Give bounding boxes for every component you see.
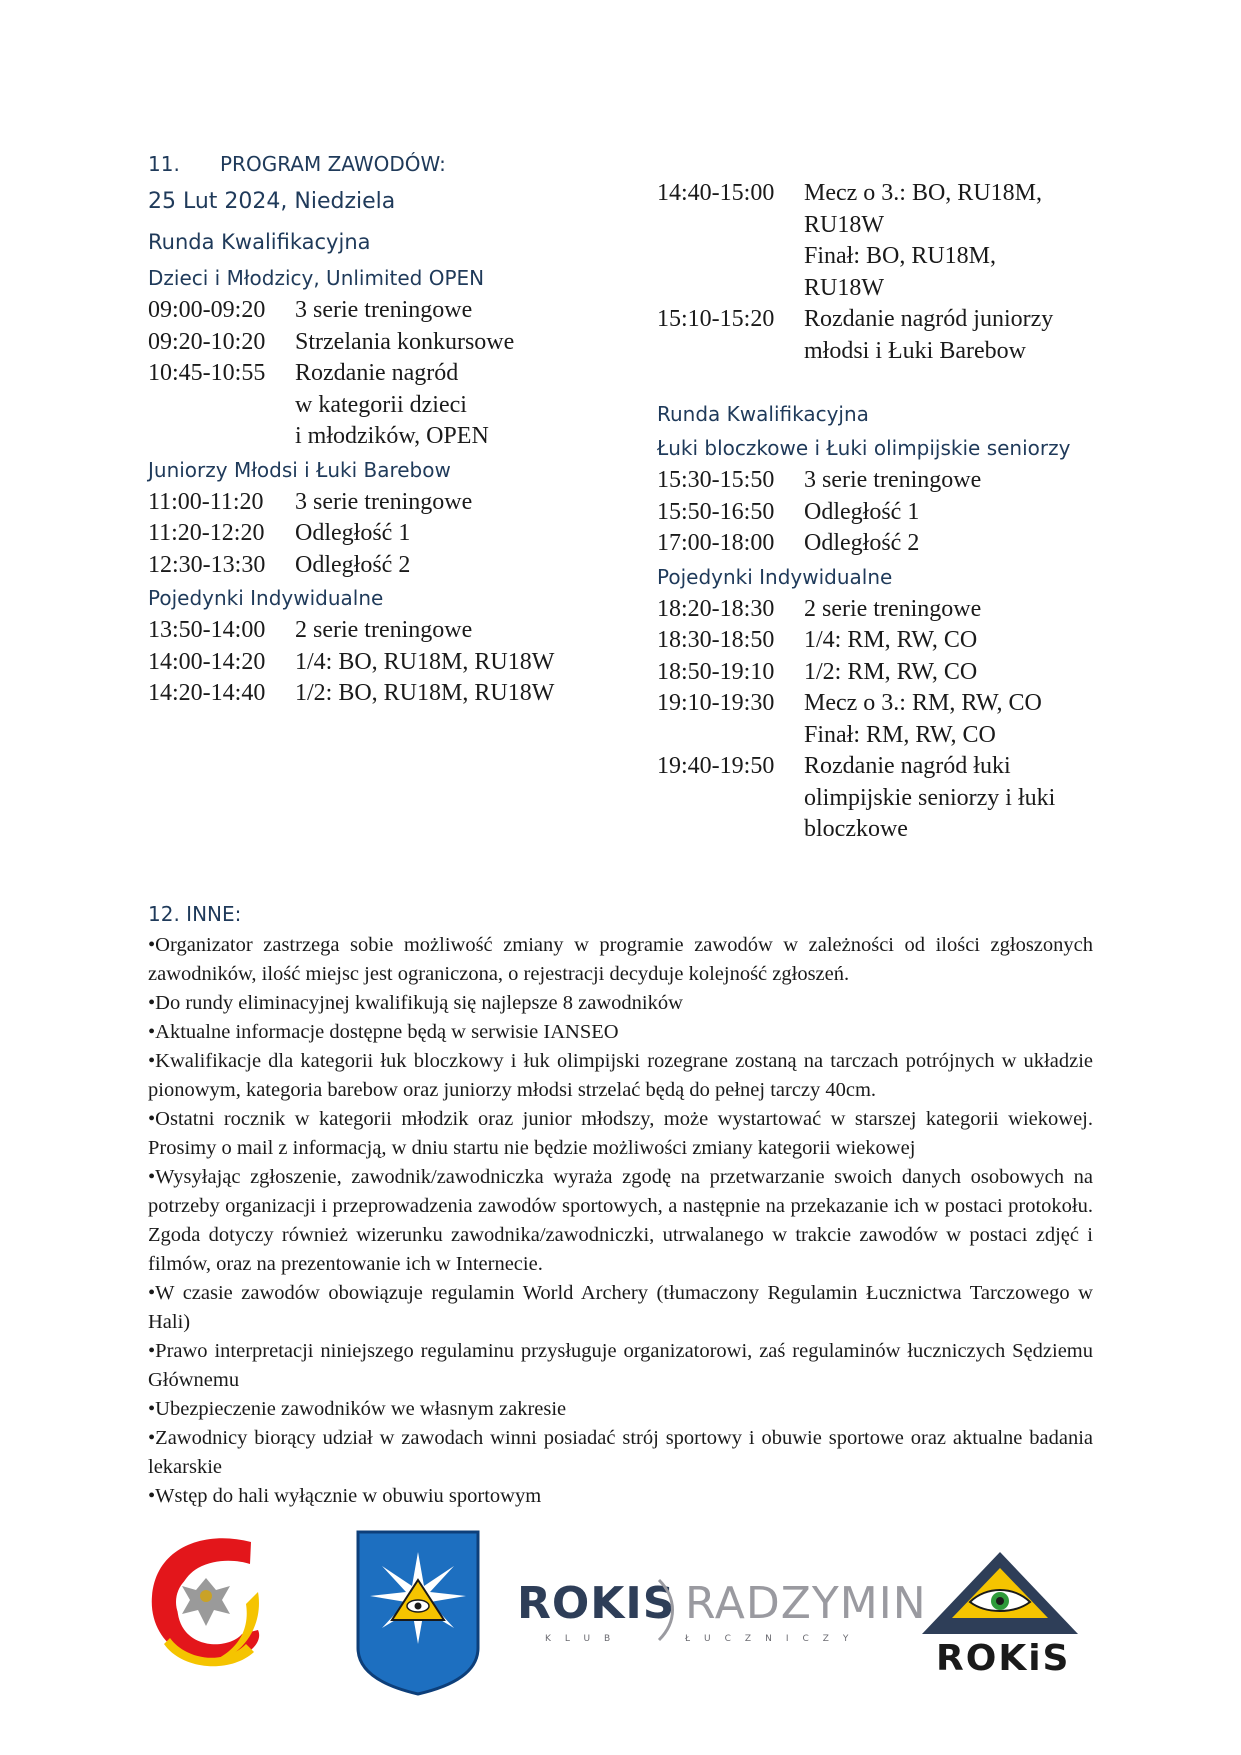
schedule-description-line: Rozdanie nagród juniorzy [804,306,1054,332]
schedule-description-line: Odległość 1 [804,498,920,525]
other-info-item: •W czasie zawodów obowiązuje regulamin World Archery (tłumaczony Regulamin Łucznictwa Tarczowego w Hali) [148,1282,1093,1333]
schedule-description [804,751,1097,846]
schedule-description [295,487,618,519]
section-title: PROGRAM ZAWODÓW: [220,152,446,176]
other-info-item: •Ubezpieczenie zawodników we własnym zakresie [148,1398,567,1420]
radzymin-word: RADZYMIN [685,1578,927,1629]
schedule-description-line: 3 serie treningowe [295,297,473,323]
other-info-item: •Wstęp do hali wyłącznie w obuwiu sportowym [148,1485,542,1507]
schedule-time: 18:30-18:50 [657,627,775,653]
rokis-word: ROKIS [517,1578,676,1629]
rokis-eye-logo [920,1550,1080,1680]
other-info-item: •Do rundy eliminacyjnej kwalifikują się najlepsze 8 zawodników [148,992,683,1014]
schedule-description-line: RU18W [804,211,884,238]
schedule-time: 14:20-14:40 [148,680,266,706]
round-heading: Runda Kwalifikacyjna [148,230,371,254]
schedule-time: 14:40-15:00 [657,180,775,206]
klub-word: KLUB [545,1634,625,1644]
other-info-title: 12. INNE: [148,902,242,926]
schedule-row [657,657,1097,689]
schedule-description-line: RU18W [804,274,884,301]
schedule-description [804,304,1097,367]
schedule-row [657,751,1097,846]
luczniczy-word: ŁUCZNICZY [685,1634,863,1644]
eye-triangle-icon [920,1550,1080,1640]
schedule-description-line: Odległość 2 [804,530,920,556]
schedule-time: 12:30-13:30 [148,551,266,578]
schedule-description [295,295,618,327]
schedule-description [295,358,618,453]
schedule-row [657,497,1097,529]
schedule-time: 13:50-14:00 [148,617,266,643]
schedule-description [295,647,618,679]
schedule-description [295,615,618,647]
schedule-description-line: Finał: RM, RW, CO [804,721,996,748]
group-heading: Juniorzy Młodsi i Łuki Barebow [148,457,451,482]
schedule-description-line: 3 serie treningowe [295,488,473,515]
schedule-description [804,625,1097,657]
schedule-row [657,178,1097,304]
schedule-description-line: bloczkowe [804,816,908,842]
radzymin-crest [354,1530,482,1696]
schedule-description-line: 1/4: RM, RW, CO [804,627,978,653]
schedule-time: 11:00-11:20 [148,488,264,515]
schedule-description-line: 1/2: RM, RW, CO [804,658,978,685]
schedule-row [657,688,1097,751]
schedule-time: 14:00-14:20 [148,648,266,675]
schedule-time: 18:50-19:10 [657,658,775,685]
schedule-description-line: Rozdanie nagród [295,360,459,386]
group-heading: Dzieci i Młodzicy, Unlimited OPEN [148,266,485,290]
schedule-row [148,487,618,519]
sponsor-logos [0,1530,1241,1700]
group-heading: Pojedynki Indywidualne [657,564,893,589]
rokis-eye-word: ROKiS [936,1638,1071,1679]
schedule-row [148,615,618,647]
schedule-description [804,688,1097,751]
other-info-item: •Prawo interpretacji niniejszego regulaminu przysługuje organizatorowi, zaś regulaminów łuczniczych Sędziemu Głównemu [148,1340,1093,1391]
schedule-row [148,518,618,550]
group-heading: Pojedynki Indywidualne [148,586,384,610]
schedule-row [148,550,618,582]
schedule-time: 10:45-10:55 [148,360,266,386]
group-heading: Łuki bloczkowe i Łuki olimpijskie seniorzy [657,436,1071,460]
rokis-radzymin-logo [517,1578,927,1648]
schedule-time: 19:10-19:30 [657,690,775,716]
schedule-description [804,465,1097,497]
schedule-time: 15:10-15:20 [657,306,775,332]
schedule-description-line: Strzelania konkursowe [295,328,515,355]
left-schedule-groups [148,261,618,710]
schedule-row [657,304,1097,367]
right-schedule-groups [657,431,1097,846]
schedule-description [295,327,618,359]
schedule-time: 18:20-18:30 [657,595,775,622]
schedule-description-line: Finał: BO, RU18M, [804,243,997,269]
schedule-row [657,625,1097,657]
schedule-description [804,528,1097,560]
schedule-description-line: Rozdanie nagród łuki [804,753,1011,779]
section-heading-program [148,147,618,181]
schedule-description [295,518,618,550]
schedule-row [148,295,618,327]
schedule-description-line: 2 serie treningowe [295,617,473,643]
other-info-item: •Ostatni rocznik w kategorii młodzik oraz junior młodszy, może wystartować w starszej kategorii wiekowej. Prosimy o mail z informacją, w dniu startu nie będzie możliwości zmiany kategorii wiekowej [148,1108,1093,1159]
schedule-time: 19:40-19:50 [657,753,775,779]
event-date: 25 Lut 2024, Niedziela [148,189,396,214]
other-info-item: •Kwalifikacje dla kategorii łuk bloczkowy i łuk olimpijski rozegrane zostaną na tarczach potrójnych w układzie pionowym, kategoria barebow oraz juniorzy młodsi strzelać będą do pełnej tarczy 40cm. [148,1050,1093,1101]
schedule-time: 11:20-12:20 [148,520,265,546]
other-info-list [148,931,1093,1511]
schedule-description-line: 1/2: BO, RU18M, RU18W [295,680,555,706]
schedule-description-line: w kategorii dzieci [295,391,467,418]
schedule-description [804,657,1097,689]
schedule-time: 17:00-18:00 [657,530,775,556]
schedule-description-line: i młodzików, OPEN [295,423,489,449]
schedule-row [657,594,1097,626]
section-number: 11. [148,152,180,176]
schedule-description-line: olimpijskie seniorzy i łuki [804,784,1056,811]
other-info-item: •Zawodnicy biorący udział w zawodach winni posiadać strój sportowy i obuwie sportowe oraz aktualne badania lekarskie [148,1427,1093,1478]
schedule-description [295,550,618,582]
other-info-item: •Organizator zastrzega sobie możliwość zmiany w programie zawodów w zależności od ilości zgłoszonych zawodników, ilość miejsc jest ograniczona, o rejestracji decyduje kolejność zgłoszeń. [148,934,1093,985]
schedule-row [148,678,618,710]
other-info-item: •Wysyłając zgłoszenie, zawodnik/zawodniczka wyraża zgodę na przetwarzanie swoich danych osobowych na potrzeby organizacji i przeprowadzenia zawodów sportowych, a następnie na przekazanie ich w postaci protokołu. Zgoda dotyczy również wizerunku zawodnika/zawodniczki, utrwalanego w trakcie zawodów w postaci zdjęć i filmów, oraz na prezentowanie ich w Internecie. [148,1166,1093,1275]
schedule-time: 15:50-16:50 [657,498,775,525]
schedule-row [148,647,618,679]
schedule-description [804,178,1097,304]
schedule-time: 15:30-15:50 [657,467,775,493]
schedule-description-line: 3 serie treningowe [804,467,982,493]
other-info-section [148,897,1093,1511]
other-info-item: •Aktualne informacje dostępne będą w serwisie IANSEO [148,1021,619,1043]
regional-logo [146,1534,264,1669]
schedule-row [148,358,618,453]
schedule-description-line: Odległość 2 [295,551,411,578]
schedule-description [804,497,1097,529]
schedule-description-line: 1/4: BO, RU18M, RU18W [295,648,555,675]
schedule-description-line: Mecz o 3.: RM, RW, CO [804,690,1042,716]
schedule-description-line: młodsi i Łuki Barebow [804,337,1026,364]
schedule-description [295,678,618,710]
round-heading-right: Runda Kwalifikacyjna [657,402,869,426]
bracket-icon [655,1578,679,1642]
schedule-description-line: 2 serie treningowe [804,595,982,622]
schedule-left-column [148,147,618,710]
schedule-row [148,327,618,359]
schedule-row [657,528,1097,560]
right-top-rows [657,178,1097,367]
schedule-time: 09:20-10:20 [148,328,266,355]
schedule-description-line: Mecz o 3.: BO, RU18M, [804,180,1042,206]
schedule-right-column [657,178,1097,846]
schedule-row [657,465,1097,497]
schedule-description-line: Odległość 1 [295,520,411,546]
schedule-description [804,594,1097,626]
schedule-time: 09:00-09:20 [148,297,266,323]
